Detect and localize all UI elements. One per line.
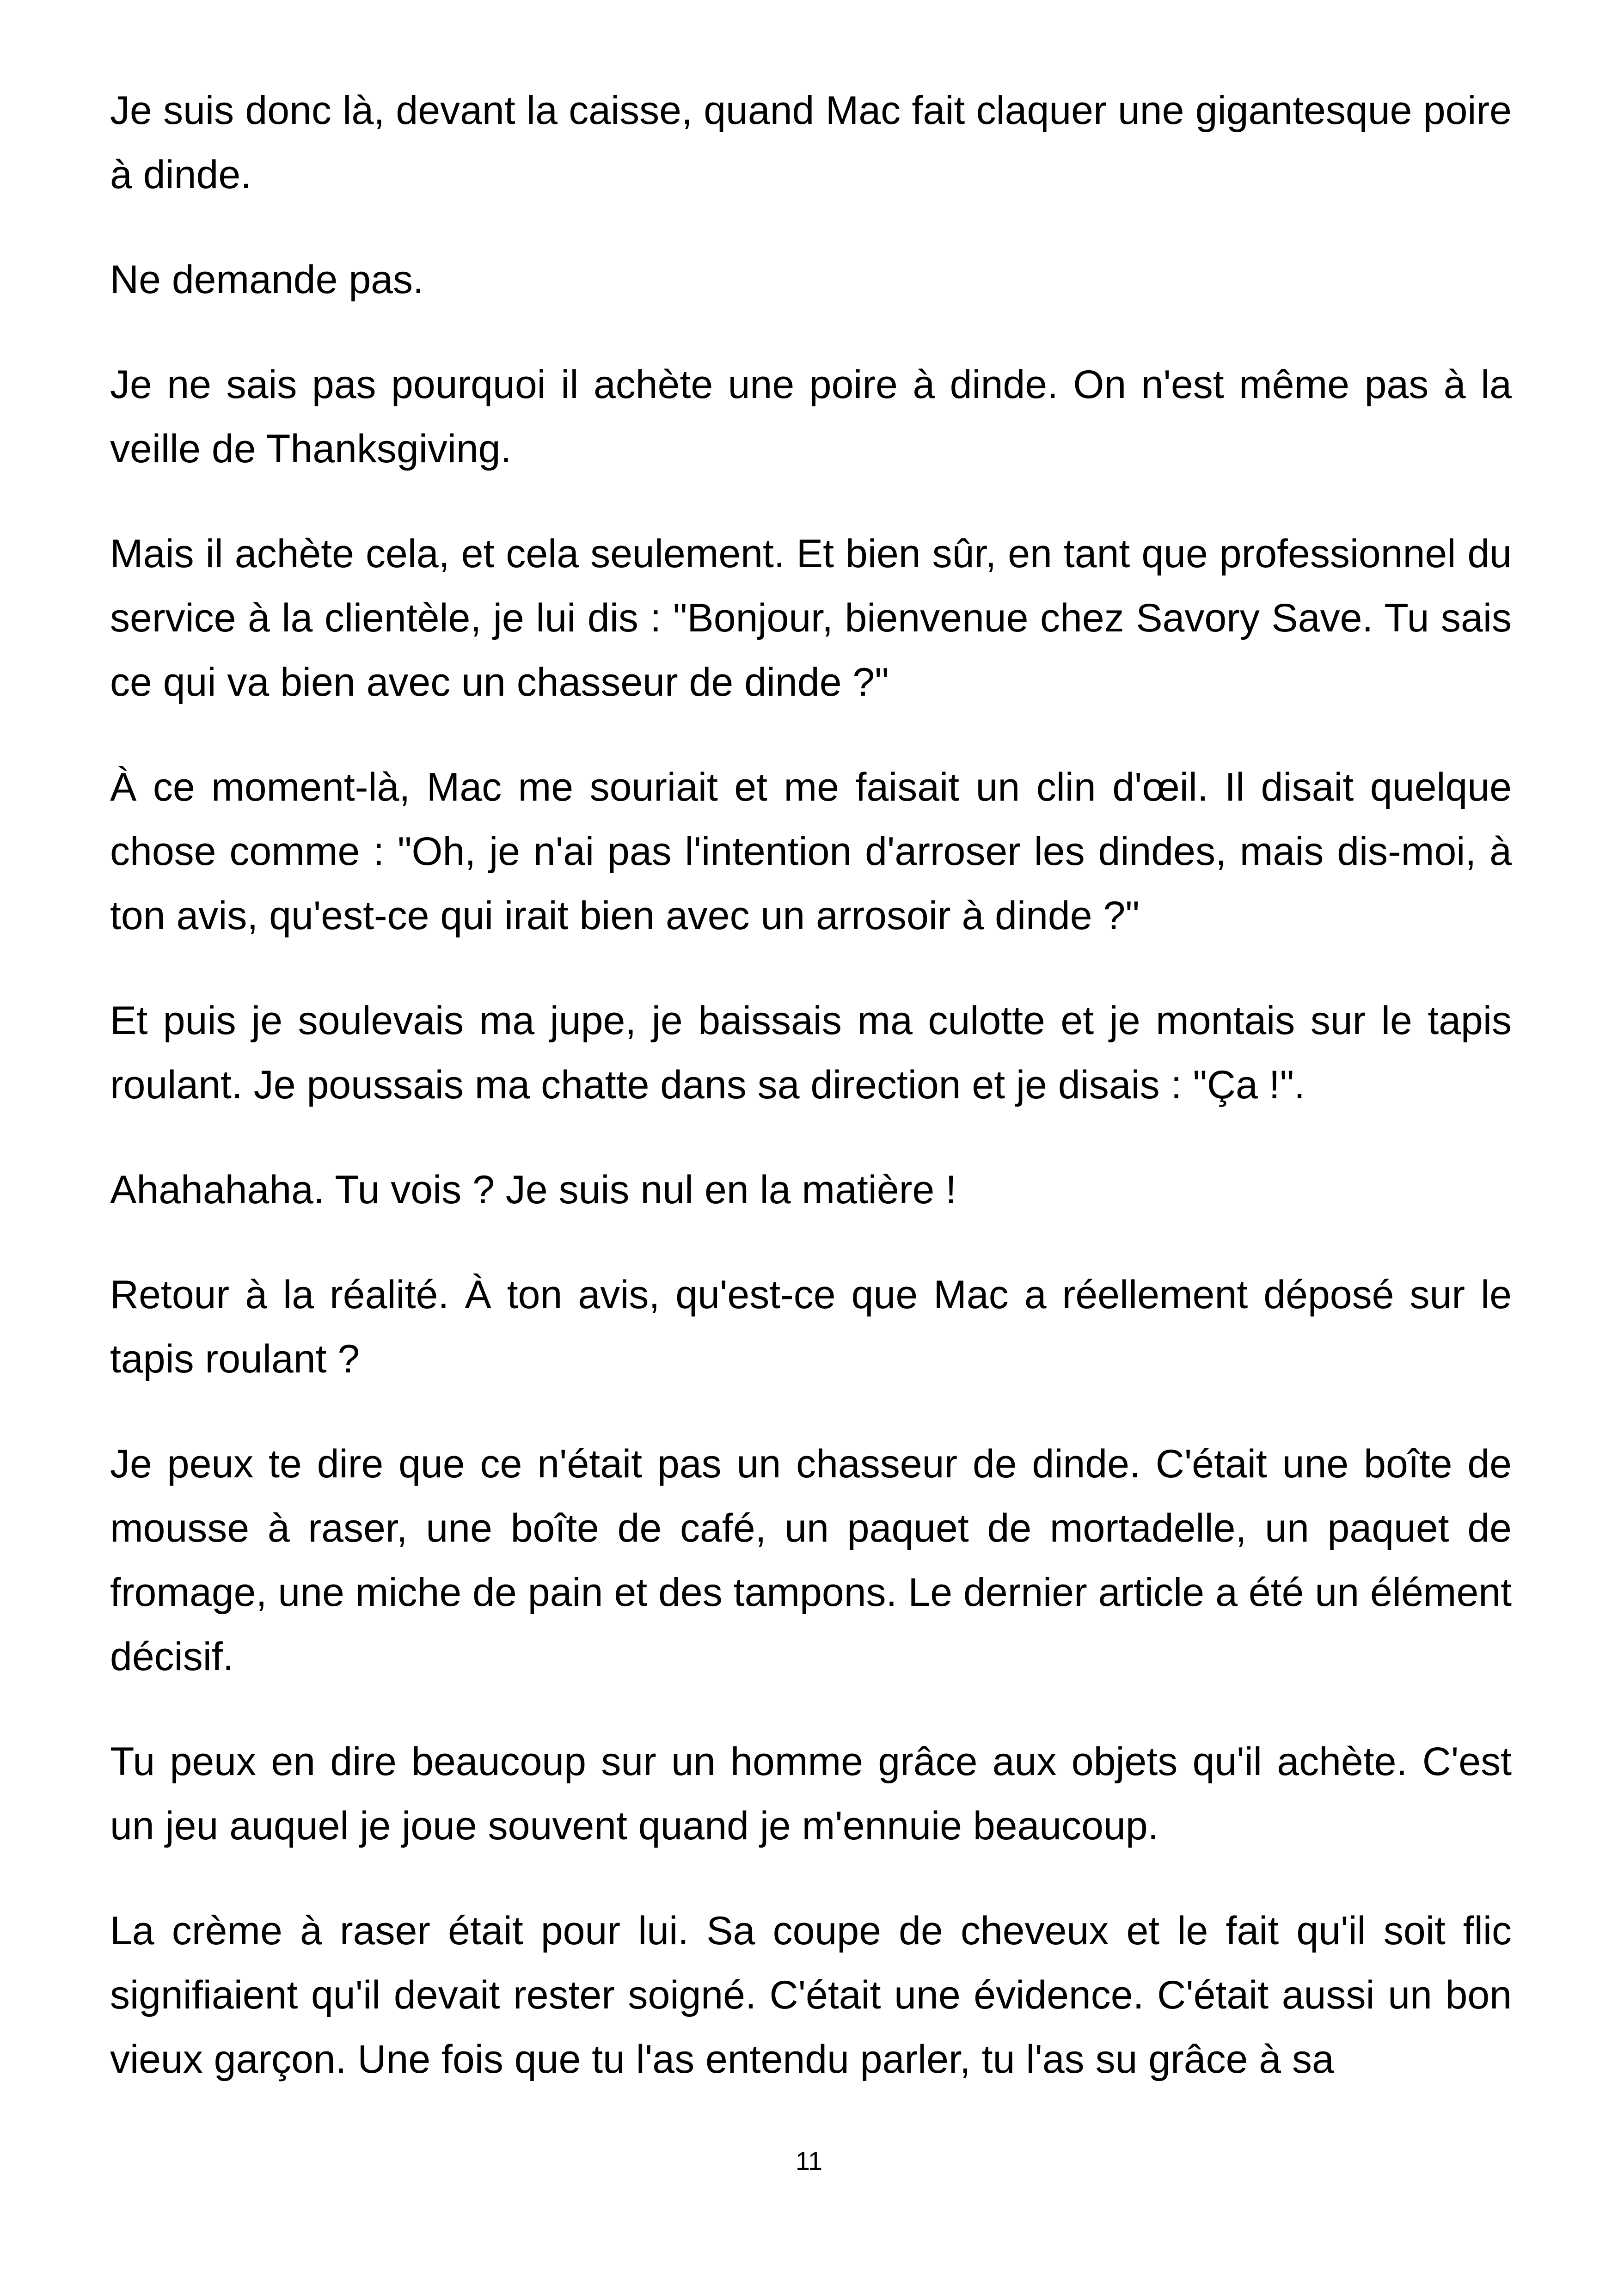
paragraph: Je peux te dire que ce n'était pas un chasseur de dinde. C'était une boîte de mousse à raser, une boîte de café, un paquet de mortadelle, un paquet de fromage, une miche de pain et des tampons. Le dernier article a été un élément décisif. <box>110 1442 1512 1679</box>
page-body <box>110 79 1512 2132</box>
paragraph: Mais il achète cela, et cela seulement. Et bien sûr, en tant que professionnel du service à la clientèle, je lui dis : "Bonjour, bienvenue chez Savory Save. Tu sais ce qui va bien avec un chasseur de dinde ?" <box>110 532 1512 704</box>
paragraph: Ne demande pas. <box>110 257 424 302</box>
paragraph: Retour à la réalité. À ton avis, qu'est-ce que Mac a réellement déposé sur le tapis roulant ? <box>110 1273 1512 1381</box>
paragraph: Ahahahaha. Tu vois ? Je suis nul en la matière ! <box>110 1168 956 1212</box>
paragraph: La crème à raser était pour lui. Sa coupe de cheveux et le fait qu'il soit flic signifiaient qu'il devait rester soigné. C'était une évidence. C'était aussi un bon vieux garçon. Une fois que tu l'as entendu parler, tu l'as su grâce à sa <box>110 1909 1512 2082</box>
paragraph: Je ne sais pas pourquoi il achète une poire à dinde. On n'est même pas à la veille de Thanksgiving. <box>110 362 1512 471</box>
paragraph: À ce moment-là, Mac me souriait et me faisait un clin d'œil. Il disait quelque chose comme : "Oh, je n'ai pas l'intention d'arroser les dindes, mais dis-moi, à ton avis, qu'est-ce qui irait bien avec un arrosoir à dinde ?" <box>110 765 1512 938</box>
page-number: 11 <box>795 2146 823 2175</box>
paragraph: Je suis donc là, devant la caisse, quand Mac fait claquer une gigantesque poire à dinde. <box>110 88 1512 197</box>
paragraph: Tu peux en dire beaucoup sur un homme grâce aux objets qu'il achète. C'est un jeu auquel je joue souvent quand je m'ennuie beaucoup. <box>110 1739 1512 1848</box>
paragraph: Et puis je soulevais ma jupe, je baissais ma culotte et je montais sur le tapis roulant. Je poussais ma chatte dans sa direction et je disais : "Ça !". <box>110 998 1512 1107</box>
